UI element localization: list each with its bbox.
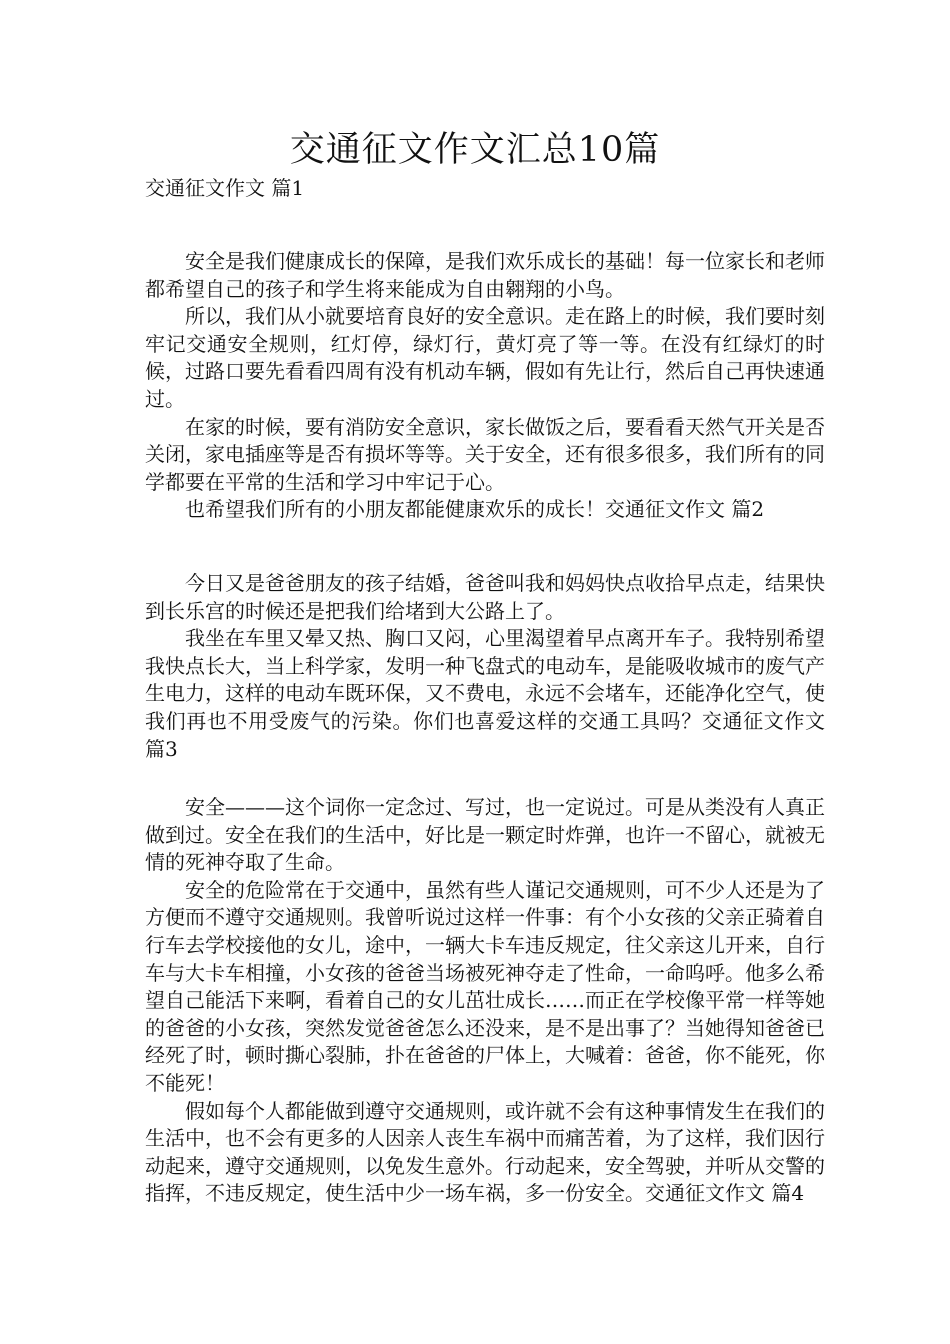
paragraph: 在家的时候，要有消防安全意识，家长做饭之后，要看看天然气开关是否关闭，家电插座等是否有损坏等等。关于安全，还有很多很多，我们所有的同学都要在平常的生活和学习中牢记于心。 <box>145 414 825 494</box>
essay-section-1 <box>145 248 825 524</box>
essay-section-2 <box>145 570 825 763</box>
paragraph: 安全的危险常在于交通中，虽然有些人谨记交通规则，可不少人还是为了方便而不遵守交通规则。我曾听说过这样一件事：有个小女孩的父亲正骑着自行车去学校接他的女儿，途中，一辆大卡车违反规定，往父亲这儿开来，自行车与大卡车相撞，小女孩的爸爸当场被死神夺走了性命，一命呜呼。他多么希望自己能活下来啊，看着自己的女儿茁壮成长……而正在学校像平常一样等她的爸爸的小女孩，突然发觉爸爸怎么还没来，是不是出事了？当她得知爸爸已经死了时，顿时撕心裂肺，扑在爸爸的尸体上，大喊着：爸爸，你不能死，你不能死！ <box>145 877 825 1095</box>
paragraph: 也希望我们所有的小朋友都能健康欢乐的成长！交通征文作文 篇2 <box>185 497 765 522</box>
paragraph: 我坐在车里又晕又热、胸口又闷，心里渴望着早点离开车子。我特别希望我快点长大，当上科学家，发明一种飞盘式的电动车，是能吸收城市的废气产生电力，这样的电动车既环保，又不费电，永远不会堵车，还能净化空气，使我们再也不用受废气的污染。你们也喜爱这样的交通工具吗？交通征文作文 篇3 <box>145 626 825 761</box>
paragraph: 安全是我们健康成长的保障，是我们欢乐成长的基础！每一位家长和老师都希望自己的孩子和学生将来能成为自由翱翔的小鸟。 <box>145 249 825 301</box>
paragraph: 假如每个人都能做到遵守交通规则，或许就不会有这种事情发生在我们的生活中，也不会有更多的人因亲人丧生车祸中而痛苦着，为了这样，我们因行动起来，遵守交通规则，以免发生意外。行动起来，安全驾驶，并听从交警的指挥，不违反规定，使生活中少一场车祸，多一份安全。交通征文作文 篇4 <box>145 1098 825 1206</box>
paragraph: 今日又是爸爸朋友的孩子结婚，爸爸叫我和妈妈快点收拾早点走，结果快到长乐宫的时候还是把我们给堵到大公路上了。 <box>145 571 825 623</box>
essay-heading: 交通征文作文 篇1 <box>145 176 305 200</box>
paragraph: 安全———这个词你一定念过、写过，也一定说过。可是从类没有人真正做到过。安全在我们的生活中，好比是一颗定时炸弹，也许一不留心，就被无情的死神夺取了生命。 <box>145 795 825 875</box>
document-title: 交通征文作文汇总10篇 <box>289 130 661 170</box>
paragraph: 所以，我们从小就要培育良好的安全意识。走在路上的时候，我们要时刻牢记交通安全规则，红灯停，绿灯行，黄灯亮了等一等。在没有红绿灯的时候，过路口要先看看四周有没有机动车辆，假如有先让行，然后自己再快速通过。 <box>145 304 825 411</box>
essay-section-3 <box>145 794 825 1208</box>
